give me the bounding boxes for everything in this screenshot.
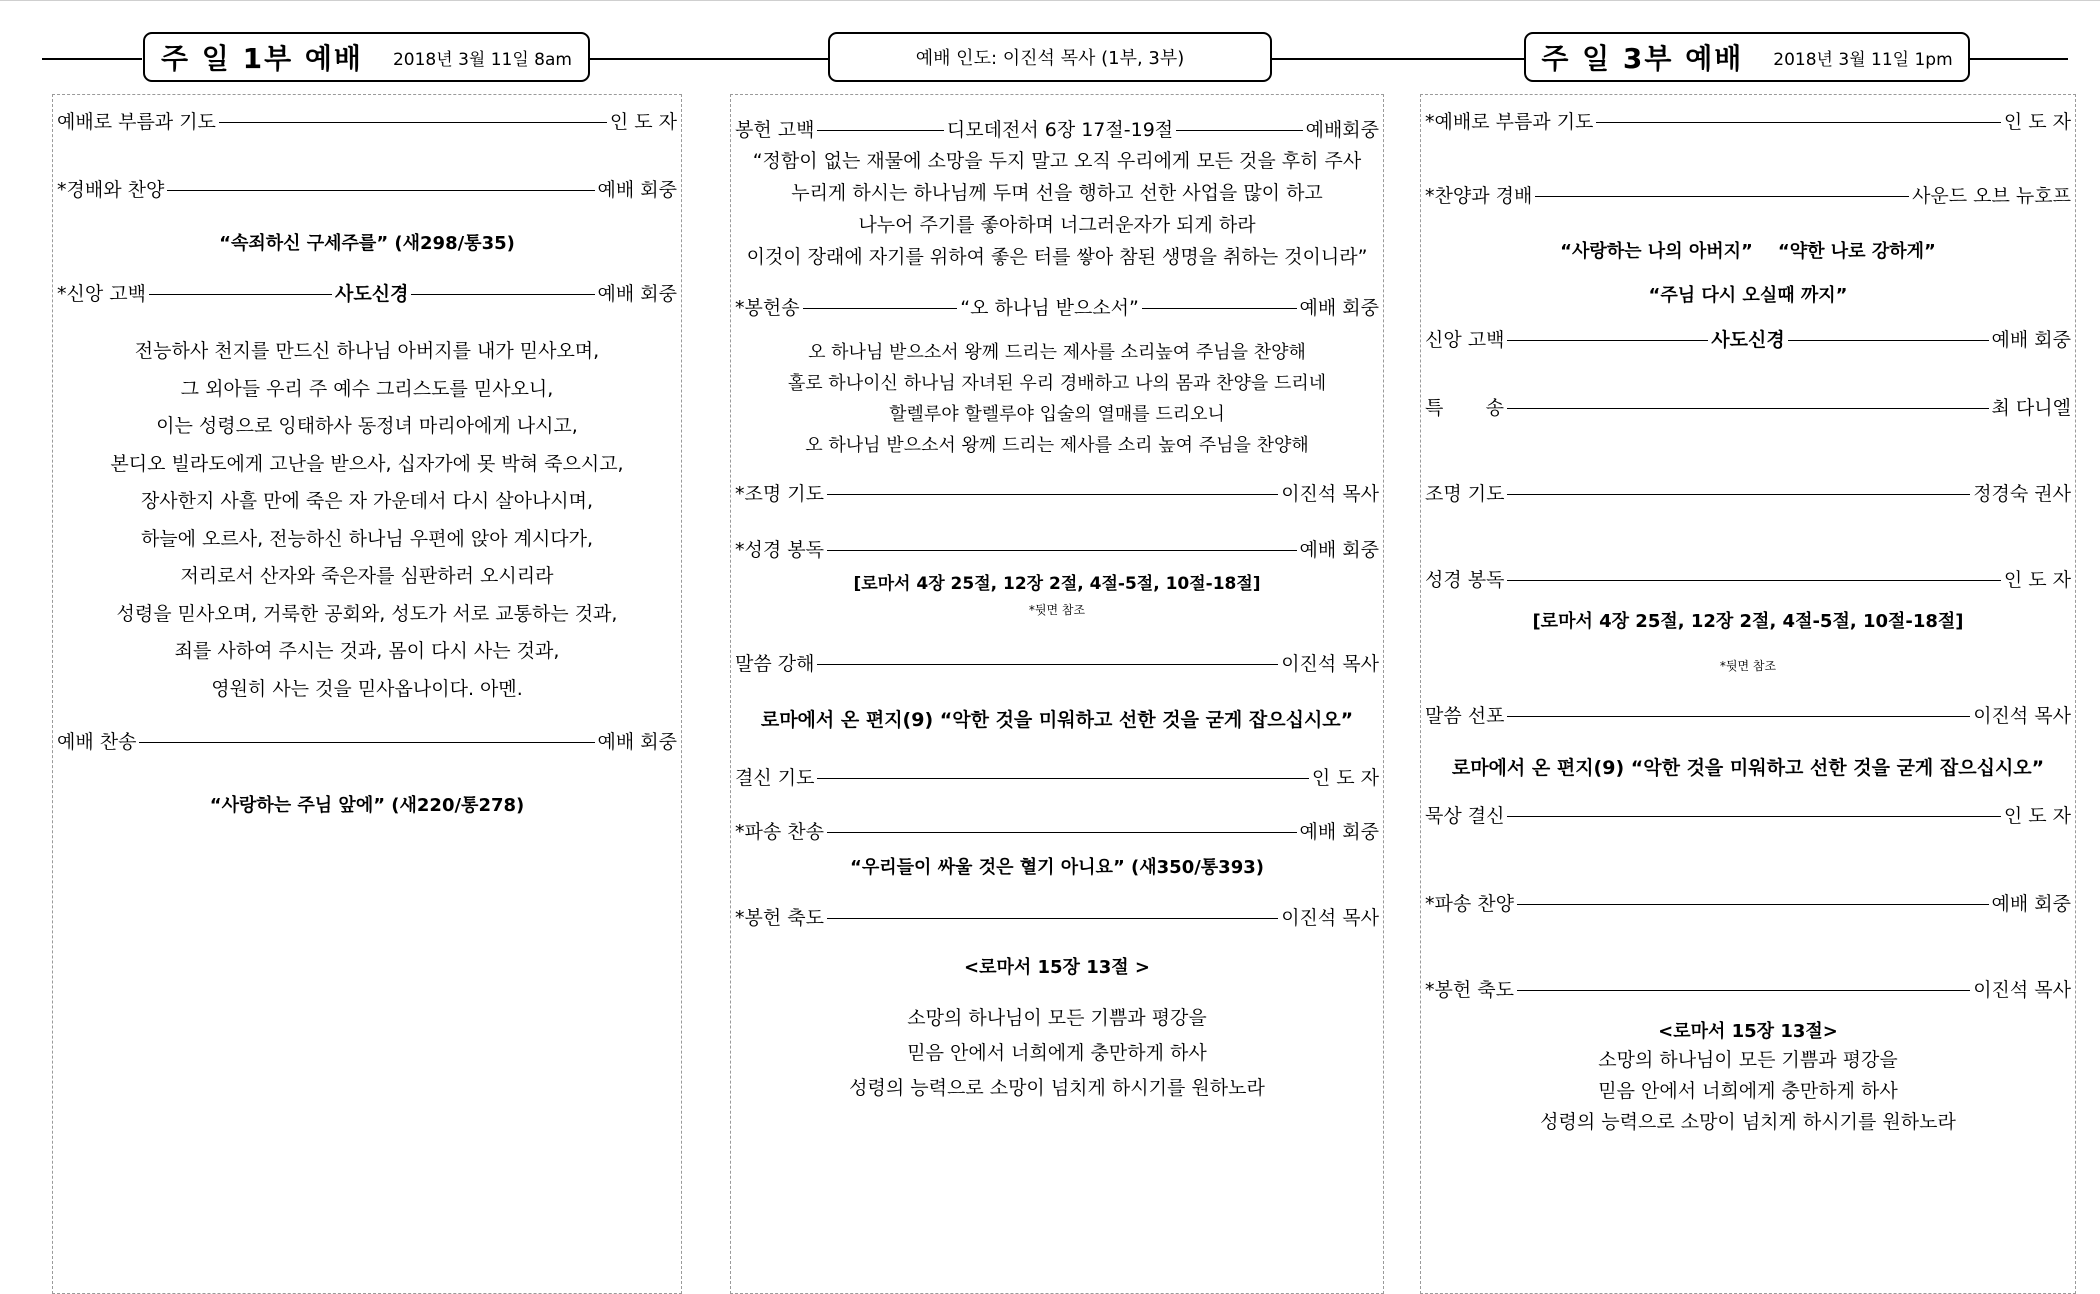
order-praise (1425, 181, 2071, 208)
reading-reference: [로마서 4장 25절, 12장 2절, 4절-5절, 10절-18절] (853, 574, 1261, 594)
leader-line (1507, 340, 1708, 341)
order-sermon (735, 649, 1379, 676)
item-label: *조명 기도 (735, 483, 824, 505)
order-illumination (735, 479, 1379, 506)
item-label: 말씀 강해 (735, 653, 815, 675)
item-label: *파송 찬송 (735, 821, 824, 843)
item-responsible: 예배 회중 (597, 179, 677, 201)
item-label: 특 송 (1425, 397, 1504, 419)
reading-note: *뒷면 참조 (1719, 659, 1777, 673)
benediction-line: 믿음 안에서 너희에게 충만하게 하사 (907, 1042, 1207, 1064)
item-label: *파송 찬양 (1425, 893, 1514, 915)
benediction-line: 믿음 안에서 너희에게 충만하게 하사 (1598, 1080, 1898, 1102)
order-praise (57, 175, 677, 202)
reading-reference: [로마서 4장 25절, 12장 2절, 4절-5절, 10절-18절] (1532, 611, 1964, 632)
sermon-title: 로마에서 온 편지(9) “악한 것을 미워하고 선한 것을 굳게 잡으십시오” (1451, 757, 2045, 779)
scripture-line: 나누어 주기를 좋아하며 너그러운자가 되게 하라 (858, 214, 1256, 236)
lyric-line: 오 하나님 받으소서 왕께 드리는 제사를 소리높여 주님을 찬양해 (808, 342, 1306, 363)
item-responsible: 인 도 자 (609, 111, 677, 133)
leader-line (803, 308, 958, 309)
item-label: *봉헌 축도 (1425, 979, 1514, 1001)
item-label: 결신 기도 (735, 767, 815, 789)
order-sending-hymn (735, 817, 1379, 844)
leader-line (1517, 904, 1989, 905)
benediction-reference: <로마서 15장 13절 > (963, 957, 1150, 978)
leader-line (1507, 816, 2000, 817)
order-reading (1425, 565, 2071, 592)
service-3-column (1420, 94, 2076, 1294)
header-rule (42, 58, 142, 60)
creed-line: 전능하사 천지를 만드신 하나님 아버지를 내가 믿사오며, (134, 340, 600, 362)
benediction-line: 성령의 능력으로 소망이 넘치게 하시기를 원하노라 (1540, 1111, 1956, 1133)
item-label: *봉헌 축도 (735, 907, 824, 929)
leader-line (827, 550, 1297, 551)
item-responsible: 이진석 목사 (1973, 705, 2071, 727)
order-meditation (1425, 801, 2071, 828)
leader-line (827, 494, 1278, 495)
creed-line: 장사한지 사흘 만에 죽은 자 가운데서 다시 살아나시며, (140, 490, 594, 512)
reading-note: *뒷면 참조 (1028, 603, 1086, 617)
header-rule (588, 58, 830, 60)
top-border (0, 0, 2100, 1)
creed-line: 그 외아들 우리 주 예수 그리스도를 믿사오니, (180, 377, 554, 400)
header-rule (1270, 58, 1526, 60)
leader-line (167, 190, 594, 191)
item-responsible: 예배회중 (1305, 119, 1380, 141)
item-responsible: 이진석 목사 (1973, 979, 2071, 1001)
sending-song: “우리들이 싸울 것은 혈기 아니요” (새350/통393) (850, 857, 1264, 878)
item-label: 묵상 결신 (1425, 805, 1505, 827)
service-2-column (730, 94, 1384, 1294)
leader-line (1517, 990, 1970, 991)
offering-song-lyrics (731, 337, 1383, 461)
service-1-header (143, 32, 590, 82)
service-3-date: 2018년 3월 11일 1pm (1773, 49, 1953, 70)
item-label: 신앙 고백 (1425, 329, 1505, 351)
benediction-text (1421, 1045, 2075, 1138)
leader-line (827, 832, 1297, 833)
header-rule (1968, 58, 2068, 60)
leader-title: 예배 인도: 이진석 목사 (1부, 3부) (915, 48, 1185, 69)
item-responsible: 인 도 자 (2003, 111, 2071, 133)
benediction-line: 소망의 하나님이 모든 기쁨과 평강을 (1598, 1049, 1898, 1071)
benediction-line: 소망의 하나님이 모든 기쁨과 평강을 (907, 1007, 1207, 1029)
item-center-text: “오 하나님 받으소서” (960, 297, 1139, 319)
item-label: 성경 봉독 (1425, 569, 1505, 591)
order-illumination (1425, 479, 2071, 506)
item-responsible: 예배 회중 (1299, 821, 1379, 843)
item-responsible: 사운드 오브 뉴호프 (1912, 185, 2071, 207)
hymn-song: “사랑하는 주님 앞에” (새220/통278) (209, 795, 525, 816)
item-label: *예배로 부름과 기도 (1425, 111, 1594, 133)
leader-line (1596, 122, 2000, 123)
leader-line (827, 918, 1278, 919)
item-responsible: 이진석 목사 (1281, 483, 1379, 505)
item-responsible: 예배 회중 (1299, 297, 1380, 319)
order-reading (735, 535, 1379, 562)
leader-line (149, 294, 332, 295)
praise-song: “속죄하신 구세주를” (새298/통35) (219, 233, 515, 254)
order-special-song (1425, 393, 2071, 420)
order-call-to-worship (57, 107, 677, 134)
item-responsible: 최 다니엘 (1991, 397, 2071, 419)
benediction-line: 성령의 능력으로 소망이 넘치게 하시기를 원하노라 (849, 1077, 1265, 1099)
leader-line (1507, 580, 2000, 581)
leader-line (1535, 196, 1909, 197)
item-responsible: 이진석 목사 (1281, 653, 1379, 675)
order-benediction (1425, 975, 2071, 1002)
benediction-text (731, 1001, 1383, 1106)
creed-line: 성령을 믿사오며, 거룩한 공회와, 성도가 서로 교통하는 것과, (116, 602, 618, 625)
service-1-title: 주 일 1부 예배 (161, 42, 363, 75)
leader-line (1142, 308, 1297, 309)
scripture-line: 누리게 하시는 하나님께 두며 선을 행하고 선한 사업을 많이 하고 (791, 182, 1323, 204)
order-offering-song (735, 293, 1379, 320)
order-hymn (57, 727, 677, 754)
creed-line: 본디오 빌라도에게 고난을 받으사, 십자가에 못 박혀 죽으시고, (110, 452, 624, 475)
item-responsible: 인 도 자 (2003, 805, 2071, 827)
order-sending-song (1425, 889, 2071, 916)
item-responsible: 인 도 자 (1311, 767, 1379, 789)
creed-line: 저리로서 산자와 죽은자를 심판하러 오시리라 (180, 565, 554, 587)
item-label: 예배 찬송 (57, 731, 137, 753)
item-responsible: 예배 회중 (597, 731, 677, 753)
leader-line (1507, 716, 1970, 717)
lyric-line: 할렐루야 할렐루야 입술의 열매를 드리오니 (889, 404, 1225, 425)
order-sermon (1425, 701, 2071, 728)
order-creed (1425, 325, 2071, 352)
creed-line: 죄를 사하여 주시는 것과, 몸이 다시 사는 것과, (174, 640, 560, 662)
item-center-text: 사도신경 (335, 283, 409, 305)
item-center-text: 디모데전서 6장 17절-19절 (946, 119, 1174, 141)
offering-scripture (731, 145, 1383, 273)
item-label: 조명 기도 (1425, 483, 1505, 505)
item-responsible: 예배 회중 (1991, 329, 2072, 351)
order-decision-prayer (735, 763, 1379, 790)
leader-line (411, 294, 594, 295)
item-label: 말씀 선포 (1425, 705, 1505, 727)
service-1-date: 2018년 3월 11일 8am (392, 49, 572, 70)
scripture-line: “정함이 없는 재물에 소망을 두지 말고 오직 우리에게 모든 것을 후히 주사 (752, 150, 1362, 172)
scripture-line: 이것이 장래에 자기를 위하여 좋은 터를 쌓아 참된 생명을 취하는 것이니라” (746, 246, 1368, 268)
service-1-column (52, 94, 682, 1294)
leader-line (817, 130, 943, 131)
leader-line (817, 664, 1278, 665)
service-3-title: 주 일 3부 예배 (1541, 42, 1744, 75)
creed-line: 이는 성령으로 잉태하사 동정녀 마리아에게 나시고, (156, 415, 578, 437)
item-responsible: 예배 회중 (1991, 893, 2071, 915)
leader-line (1788, 340, 1989, 341)
sermon-title: 로마에서 온 편지(9) “악한 것을 미워하고 선한 것을 굳게 잡으십시오” (760, 709, 1354, 731)
order-offering-confession (735, 115, 1379, 142)
praise-songs: “사랑하는 나의 아버지” “약한 나로 강하게” (1560, 241, 1936, 262)
item-responsible: 정경숙 권사 (1973, 483, 2071, 505)
order-creed (57, 279, 677, 306)
item-center-text: 사도신경 (1711, 329, 1785, 351)
item-label: 예배로 부름과 기도 (57, 111, 216, 133)
order-call-to-worship (1425, 107, 2071, 134)
service-3-header (1524, 32, 1970, 82)
item-label: *봉헌송 (735, 297, 800, 319)
leader-line (139, 742, 594, 743)
item-responsible: 인 도 자 (2003, 569, 2071, 591)
leader-line (1507, 494, 1970, 495)
leader-line (817, 778, 1308, 779)
leader-line (1507, 408, 1989, 409)
item-responsible: 이진석 목사 (1281, 907, 1379, 929)
order-benediction (735, 903, 1379, 930)
creed-text (53, 333, 681, 708)
creed-line: 하늘에 오르사, 전능하신 하나님 우편에 앉아 계시다가, (140, 527, 594, 550)
item-label: 봉헌 고백 (735, 119, 815, 141)
item-label: *신앙 고백 (57, 283, 146, 305)
creed-line: 영원히 사는 것을 믿사옵나이다. 아멘. (211, 677, 523, 700)
item-responsible: 예배 회중 (1299, 539, 1379, 561)
praise-songs: “주님 다시 오실때 까지” (1648, 285, 1848, 306)
benediction-reference: <로마서 15장 13절> (1658, 1021, 1838, 1042)
leader-line (219, 122, 607, 123)
leader-header (828, 32, 1272, 82)
lyric-line: 홀로 하나이신 하나님 자녀된 우리 경배하고 나의 몸과 찬양을 드리네 (787, 373, 1327, 394)
lyric-line: 오 하나님 받으소서 왕께 드리는 제사를 소리 높여 주님을 찬양해 (805, 435, 1309, 456)
item-label: *찬양과 경배 (1425, 185, 1533, 207)
item-label: *경배와 찬양 (57, 179, 165, 201)
item-responsible: 예배 회중 (597, 283, 678, 305)
leader-line (1176, 130, 1302, 131)
item-label: *성경 봉독 (735, 539, 824, 561)
